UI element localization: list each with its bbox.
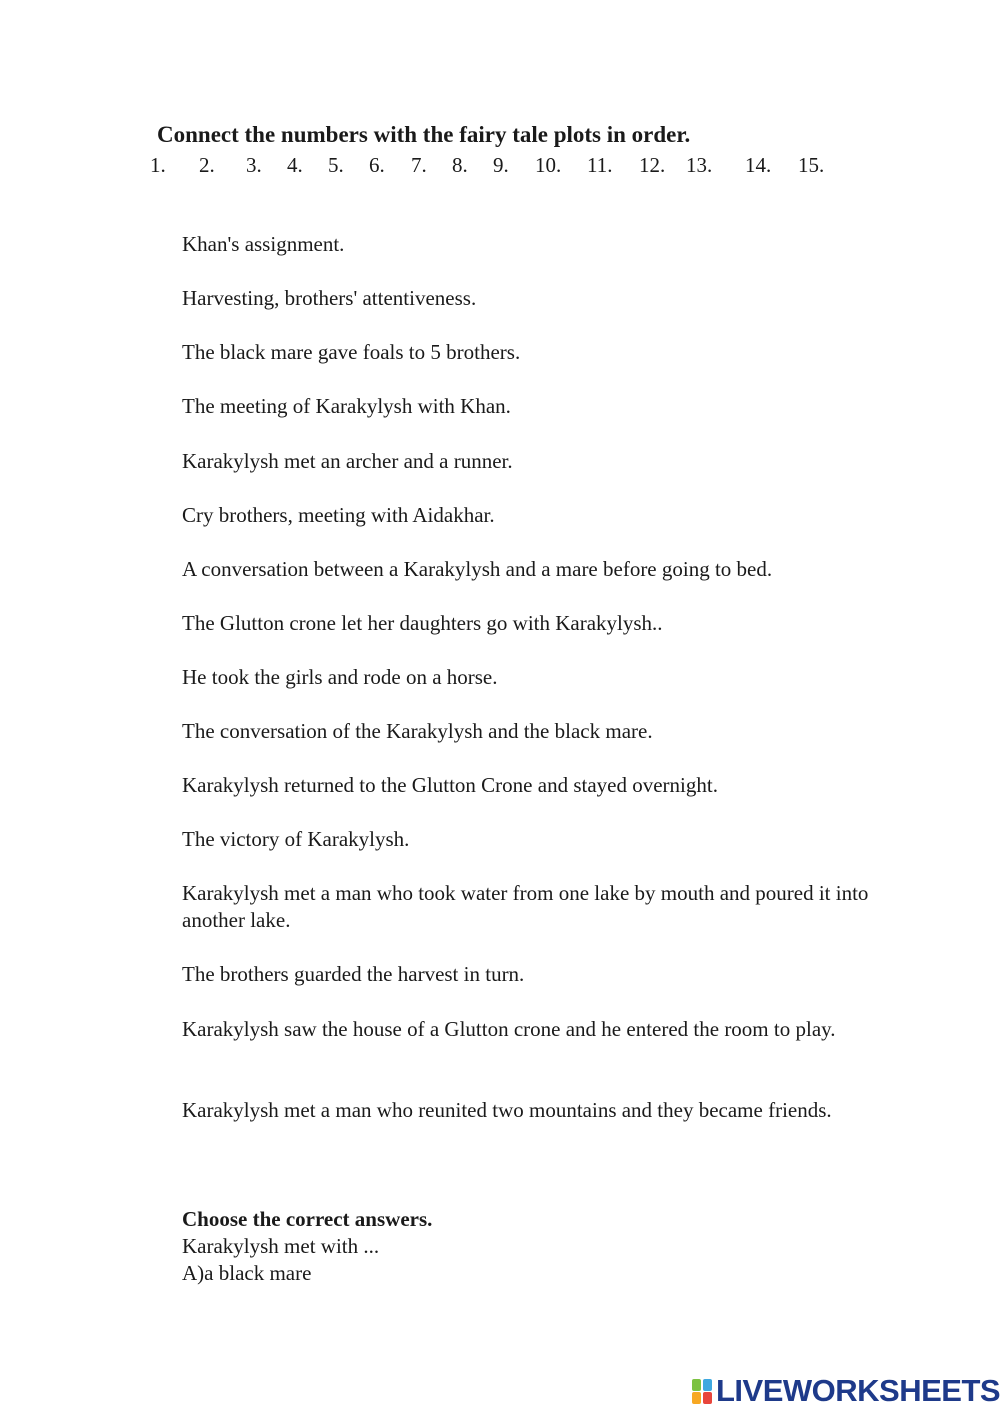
plot-item[interactable]: Karakylysh met a man who took water from one lake by mouth and poured it into another lake. [182,881,869,932]
number-14[interactable]: 14. [745,153,772,177]
plot-item[interactable]: The Glutton crone let her daughters go with Karakylysh.. [182,611,663,635]
plot-item[interactable]: Cry brothers, meeting with Aidakhar. [182,503,495,527]
number-9[interactable]: 9. [493,153,509,177]
number-5[interactable]: 5. [328,153,344,177]
number-12[interactable]: 12. [639,153,666,177]
number-2[interactable]: 2. [199,153,215,177]
number-8[interactable]: 8. [452,153,468,177]
number-6[interactable]: 6. [369,153,385,177]
number-3[interactable]: 3. [246,153,262,177]
plot-item[interactable]: Khan's assignment. [182,232,345,256]
number-15[interactable]: 15. [798,153,825,177]
quiz-section-title: Choose the correct answers. [182,1207,433,1231]
number-11[interactable]: 11. [587,153,613,177]
quiz-question: Karakylysh met with ... [182,1234,380,1258]
plot-item[interactable]: Karakylysh met an archer and a runner. [182,449,513,473]
plot-item[interactable]: Karakylysh saw the house of a Glutton crone and he entered the room to play. [182,1017,836,1041]
number-1[interactable]: 1. [150,153,166,177]
plot-item[interactable]: The black mare gave foals to 5 brothers. [182,340,521,364]
plot-item[interactable]: He took the girls and rode on a horse. [182,665,498,689]
plot-item[interactable]: Karakylysh returned to the Glutton Crone and stayed overnight. [182,773,718,797]
plot-item[interactable]: Harvesting, brothers' attentiveness. [182,286,477,310]
plot-item[interactable]: A conversation between a Karakylysh and a mare before going to bed. [182,557,773,581]
number-13[interactable]: 13. [686,153,713,177]
liveworksheets-logo-text: LIVEWORKSHEETS [716,1373,1000,1408]
worksheet-title: Connect the numbers with the fairy tale plots in order. [157,122,691,147]
plot-item[interactable]: The meeting of Karakylysh with Khan. [182,394,511,418]
number-4[interactable]: 4. [287,153,303,177]
liveworksheets-logo-icon [692,1377,714,1405]
plot-item[interactable]: The victory of Karakylysh. [182,827,410,851]
plot-item[interactable]: The conversation of the Karakylysh and the black mare. [182,719,653,743]
quiz-option-a[interactable]: A)a black mare [182,1261,312,1285]
plot-item[interactable]: Karakylysh met a man who reunited two mountains and they became friends. [182,1098,832,1122]
liveworksheets-logo [692,1374,1000,1408]
plot-item[interactable]: The brothers guarded the harvest in turn. [182,962,525,986]
number-7[interactable]: 7. [411,153,427,177]
number-row [150,153,850,177]
number-10[interactable]: 10. [535,153,562,177]
